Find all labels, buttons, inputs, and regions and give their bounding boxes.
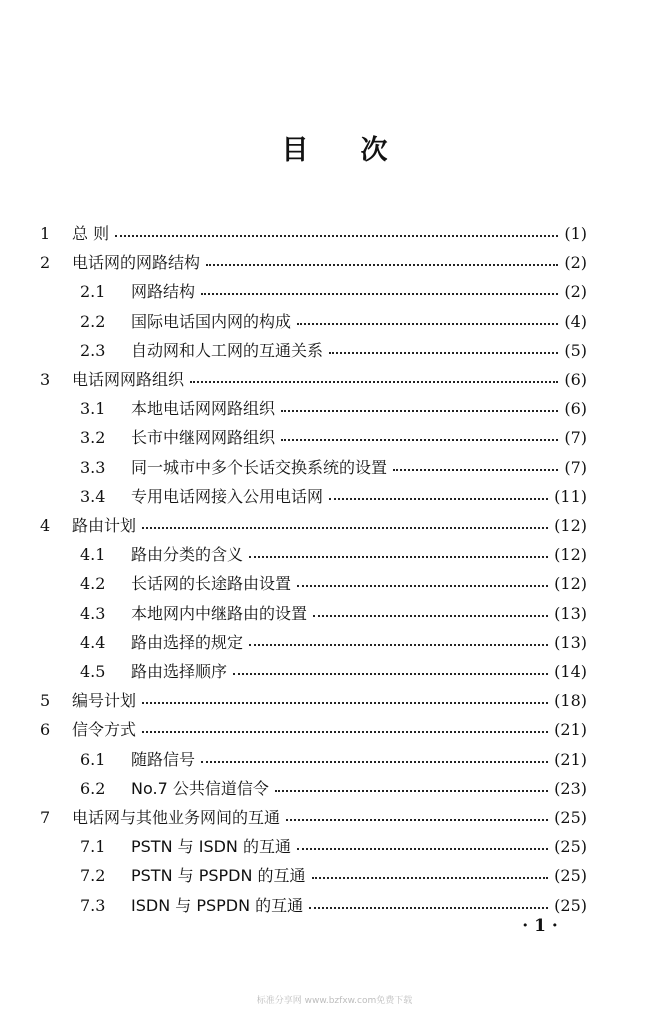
toc-leader-dots (249, 644, 548, 646)
toc-entry-title: 总 则 (72, 224, 110, 243)
footer-watermark: 标准分享网 www.bzfxw.com免费下载 (256, 996, 413, 1006)
toc-leader-dots (281, 410, 558, 412)
toc-entry-number: 5 (40, 691, 51, 711)
toc-entry-number: 2.3 (80, 340, 106, 360)
toc-entry-title: 电话网与其他业务网间的互通 (72, 808, 281, 827)
toc-entry-page: (7) (564, 428, 587, 448)
toc-leader-dots (142, 731, 548, 733)
toc-entry-number: 4.4 (80, 632, 106, 652)
toc-entry[interactable] (0, 337, 669, 365)
toc-entry-page: (23) (554, 778, 587, 798)
toc-entry-title: 长市中继网网路组织 (131, 428, 276, 448)
toc-leader-dots (286, 819, 548, 821)
toc-leader-dots (249, 556, 548, 558)
toc-entry-title: 信令方式 (72, 720, 137, 740)
toc-leader-dots (115, 235, 558, 237)
toc-entry-number: 3.4 (80, 486, 106, 506)
toc-entry-number: 3 (40, 370, 51, 389)
toc-entry-number: 2 (40, 253, 51, 273)
toc-entry-page: (25) (554, 895, 587, 915)
toc-entry-number: 1 (40, 224, 51, 243)
toc-entry-number: 7 (40, 808, 51, 827)
toc-leader-dots (309, 907, 548, 909)
toc-leader-dots (233, 673, 548, 675)
toc-entry-title: 国际电话国内网的构成 (131, 311, 292, 331)
toc-entry-page: (25) (554, 808, 587, 827)
toc-entry-title: No.7 公共信道信令 (131, 778, 269, 798)
toc-entry-title: 长话网的长途路由设置 (131, 574, 292, 594)
toc-entry[interactable] (0, 541, 669, 569)
toc-entry-number: 3.3 (80, 457, 106, 477)
toc-entry-title: 路由选择顺序 (131, 662, 228, 681)
toc-entry-number: 2.2 (80, 311, 106, 331)
toc-entry-number: 4.2 (80, 574, 106, 594)
toc-entry-number: 6.2 (80, 778, 106, 798)
toc-leader-dots (190, 381, 558, 383)
toc-entry-title: PSTN 与 ISDN 的互通 (131, 837, 291, 857)
toc-entry-title: 随路信号 (131, 749, 196, 769)
toc-entry-page: (6) (564, 370, 587, 389)
toc-entry-page: (12) (554, 545, 587, 565)
toc-entry-title: 自动网和人工网的互通关系 (131, 340, 324, 360)
toc-entry-number: 4 (40, 516, 51, 535)
toc-entry[interactable] (0, 716, 669, 744)
page-title-char-1: 目 (281, 135, 309, 166)
toc-leader-dots (142, 702, 548, 704)
toc-entry-number: 4.3 (80, 603, 106, 623)
toc-entry-title: PSTN 与 PSPDN 的互通 (131, 866, 306, 886)
toc-leader-dots (201, 761, 548, 763)
toc-entry-number: 6.1 (80, 749, 106, 769)
toc-entry-title: 路由分类的含义 (131, 545, 244, 565)
page-title (0, 128, 669, 167)
toc-leader-dots (313, 615, 548, 617)
toc-entry-page: (13) (554, 603, 587, 623)
toc-entry-page: (25) (554, 837, 587, 857)
toc-entry-title: 专用电话网接入公用电话网 (131, 486, 324, 506)
toc-leader-dots (142, 527, 548, 529)
toc-leader-dots (329, 498, 548, 500)
toc-entry[interactable] (0, 308, 669, 336)
toc-entry-title: 同一城市中多个长话交换系统的设置 (131, 457, 388, 477)
toc-entry[interactable] (0, 220, 669, 248)
toc-entry-title: 本地网内中继路由的设置 (131, 603, 308, 623)
toc-entry[interactable] (0, 687, 669, 715)
toc-entry-page: (21) (554, 720, 587, 740)
toc-entry-number: 4.5 (80, 662, 106, 681)
toc-entry-page: (13) (554, 632, 587, 652)
toc-entry[interactable] (0, 600, 669, 628)
toc-entry-page: (14) (554, 662, 587, 681)
toc-leader-dots (297, 323, 558, 325)
toc-entry[interactable] (0, 629, 669, 657)
toc-entry[interactable] (0, 424, 669, 452)
toc-entry-title: 本地电话网网路组织 (131, 399, 276, 419)
toc-entry[interactable] (0, 570, 669, 598)
toc-entry[interactable] (0, 395, 669, 423)
toc-entry-title: ISDN 与 PSPDN 的互通 (131, 895, 304, 915)
toc-leader-dots (206, 264, 558, 266)
toc-leader-dots (393, 469, 558, 471)
toc-entry-number: 4.1 (80, 545, 106, 565)
toc-entry[interactable] (0, 483, 669, 511)
toc-entry-page: (12) (554, 516, 587, 535)
toc-entry[interactable] (0, 454, 669, 482)
toc-entry-page: (18) (554, 691, 587, 711)
toc-entry-number: 3.2 (80, 428, 106, 448)
toc-entry-page: (2) (564, 282, 587, 302)
toc-entry[interactable] (0, 278, 669, 306)
toc-leader-dots (201, 293, 558, 295)
toc-leader-dots (312, 877, 548, 879)
toc-entry[interactable] (0, 833, 669, 861)
toc-entry-page: (6) (564, 399, 587, 419)
toc-entry-number: 6 (40, 720, 51, 740)
toc-entry-number: 3.1 (80, 399, 106, 419)
toc-entry-title: 路由选择的规定 (131, 632, 244, 652)
page-title-char-2: 次 (360, 135, 388, 166)
toc-entry-page: (25) (554, 866, 587, 886)
toc-entry[interactable] (0, 804, 669, 832)
toc-leader-dots (297, 848, 548, 850)
toc-leader-dots (281, 439, 558, 441)
toc-entry-title: 电话网网路组织 (72, 370, 185, 389)
toc-entry[interactable] (0, 512, 669, 540)
toc-entry-number: 7.3 (80, 895, 106, 915)
page-number: · 1 · (522, 916, 558, 936)
toc-entry-title: 编号计划 (72, 691, 137, 711)
toc-entry[interactable] (0, 746, 669, 774)
toc-entry-page: (7) (564, 457, 587, 477)
toc-entry-page: (5) (564, 340, 587, 360)
toc-entry[interactable] (0, 366, 669, 394)
toc-entry-number: 7.1 (80, 837, 106, 857)
toc-entry-title: 电话网的网路结构 (72, 253, 201, 273)
toc-entry-page: (11) (554, 486, 587, 506)
toc-entry-title: 网路结构 (131, 282, 196, 302)
toc-entry-page: (12) (554, 574, 587, 594)
toc-leader-dots (275, 790, 548, 792)
toc-entry-page: (4) (564, 311, 587, 331)
toc-entry-number: 7.2 (80, 866, 106, 886)
toc-entry-number: 2.1 (80, 282, 106, 302)
toc-entry-page: (2) (564, 253, 587, 273)
toc-leader-dots (329, 352, 558, 354)
toc-entry[interactable] (0, 658, 669, 686)
toc-entry[interactable] (0, 775, 669, 803)
toc-entry[interactable] (0, 862, 669, 890)
toc-entry-page: (1) (564, 224, 587, 243)
toc-entry-page: (21) (554, 749, 587, 769)
toc-leader-dots (297, 585, 548, 587)
toc-entry[interactable] (0, 249, 669, 277)
toc-entry-title: 路由计划 (72, 516, 137, 535)
